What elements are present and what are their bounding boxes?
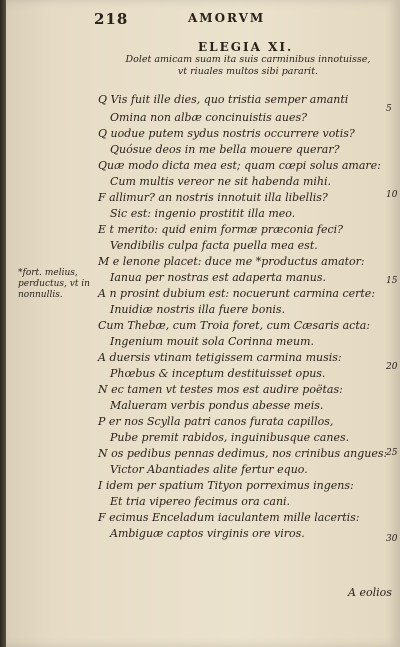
line-number: 10: [386, 190, 398, 200]
book-page: [6, 0, 400, 647]
verse-line: Sic est: ingenio prostitit illa meo.: [110, 207, 296, 220]
verse-line: M e lenone placet: duce me *productus amator:: [98, 255, 365, 268]
margin-note-line: *fort. melius,: [18, 268, 78, 278]
verse-line: Cum multis vereor ne sit habenda mihi.: [110, 175, 332, 188]
verse-line: F allimur? an nostris innotuit illa libellis?: [98, 191, 328, 204]
verse-line: Quæ modo dicta mea est; quam cœpi solus amare:: [98, 159, 381, 172]
verse-line: Ianua per nostras est adaperta manus.: [110, 271, 326, 284]
verse-line: F ecimus Enceladum iaculantem mille lacertis:: [98, 511, 360, 524]
elegy-argument: [118, 54, 378, 78]
margin-note-line: perductus, vt in: [18, 279, 90, 289]
verse-line: A n prosint dubium est: nocuerunt carmina certe:: [98, 287, 376, 300]
verse-line: Q Vis fuit ille dies, quo tristia semper amanti: [98, 93, 349, 106]
verse-line: N os pedibus pennas dedimus, nos crinibus angues:: [98, 447, 388, 460]
verse-line: A duersis vtinam tetigissem carmina musis:: [98, 351, 342, 364]
verse-line: E t merito: quid enim formæ præconia feci?: [98, 223, 344, 236]
verse-line: Ingenium mouit sola Corinna meum.: [110, 335, 314, 348]
verse-block: [98, 92, 388, 542]
margin-note: [18, 268, 94, 301]
running-head: AMORVM: [188, 11, 266, 25]
verse-line: Et tria vipereo fecimus ora cani.: [110, 495, 291, 508]
line-number: 25: [386, 448, 398, 458]
verse-line: Malueram verbis pondus abesse meis.: [110, 399, 324, 412]
line-number: 15: [386, 276, 398, 286]
verse-line: Quósue deos in me bella mouere querar?: [110, 143, 340, 156]
verse-line: P er nos Scylla patri canos furata capillos,: [98, 415, 334, 428]
verse-line: Q uodue putem sydus nostris occurrere votis?: [98, 127, 355, 140]
verse-line: Omina non albæ concinuistis aues?: [110, 111, 308, 124]
verse-line: Pube premit rabidos, inguinibusque canes.: [110, 431, 350, 444]
catchword: A eolios: [348, 586, 392, 599]
line-number: 20: [386, 362, 398, 372]
elegy-title: ELEGIA XI.: [198, 40, 294, 54]
verse-line: I idem per spatium Tityon porreximus ingens:: [98, 479, 354, 492]
verse-line: Inuidiæ nostris illa fuere bonis.: [110, 303, 286, 316]
line-number: 30: [386, 534, 398, 544]
verse-line: Phœbus & inceptum destituisset opus.: [110, 367, 326, 380]
verse-line: Ambiguæ captos virginis ore viros.: [110, 527, 305, 540]
verse-line: N ec tamen vt testes mos est audire poëtas:: [98, 383, 343, 396]
verse-line: Vendibilis culpa facta puella mea est.: [110, 239, 318, 252]
argument-line: Dolet amicam suam ita suis carminibus innotuisse,: [125, 54, 371, 65]
line-number: 5: [386, 104, 392, 114]
argument-line: vt riuales multos sibi pararit.: [177, 66, 319, 77]
page-number: 218: [94, 10, 129, 28]
margin-note-line: nonnullis.: [18, 290, 63, 300]
verse-line: Cum Thebæ, cum Troia foret, cum Cæsaris acta:: [98, 319, 371, 332]
verse-line: Victor Abantiades alite fertur equo.: [110, 463, 308, 476]
